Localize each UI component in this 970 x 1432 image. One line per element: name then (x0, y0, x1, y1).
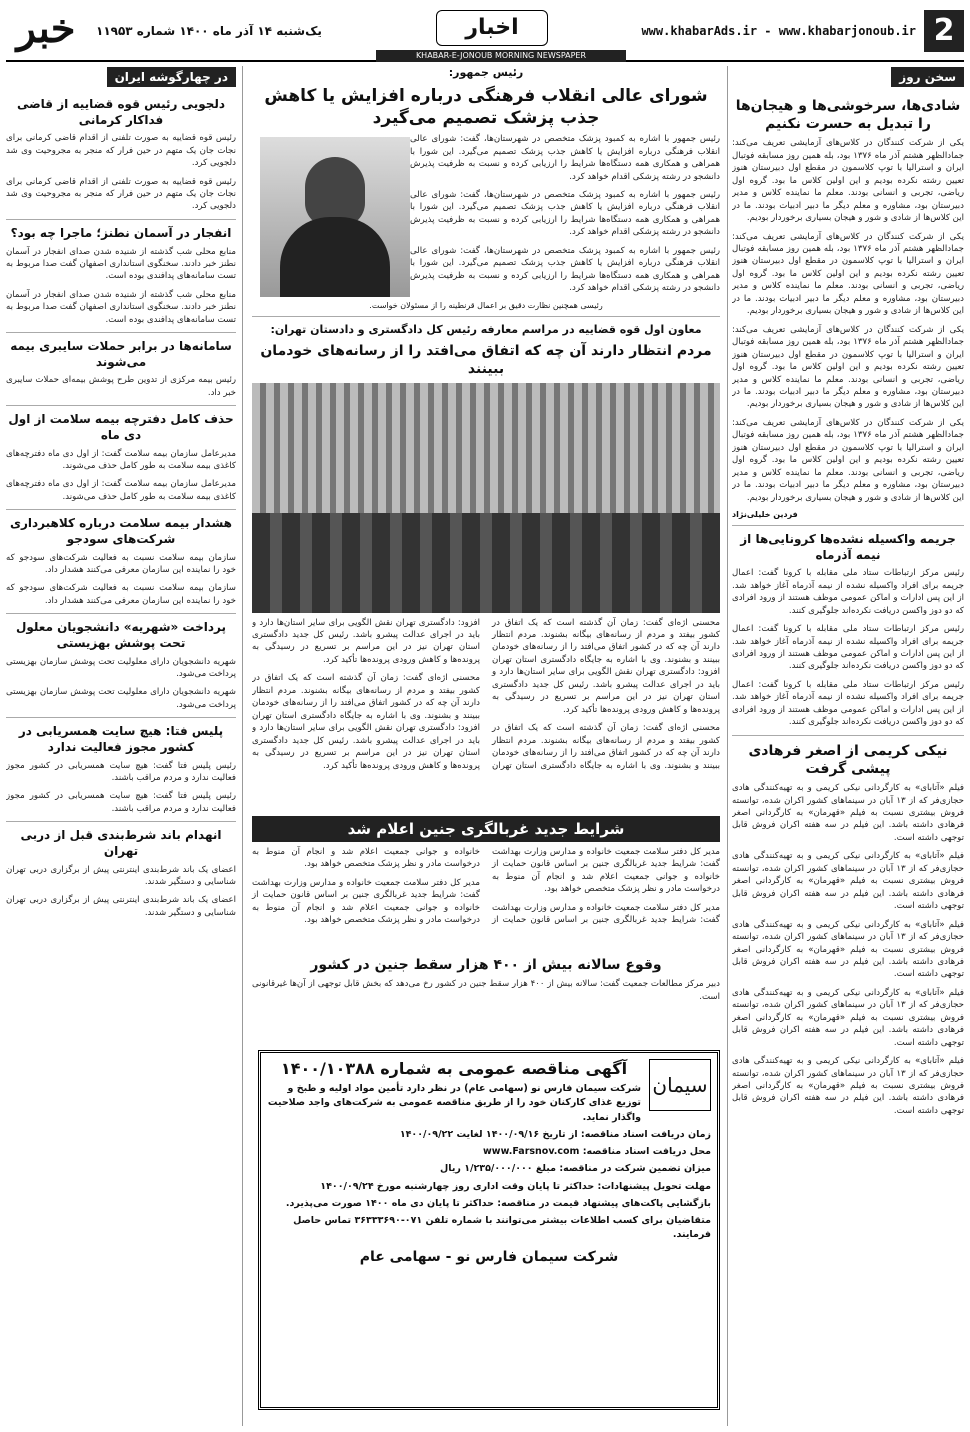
article-body: فیلم «آتابای» به کارگردانی نیکی کریمی و به تهیه‌کنندگی هادی حجازی‌فر که از ۱۳ آبان در سینماهای کشور اکران شده، توانسته فروش بیشتری نسبت به فیلم «قهرمان» به کارگردانی اصغر فرهادی داشته باشد. این فیلم در سه هفته اکران فروش قابل توجهی داشته است. (732, 1056, 964, 1116)
headline: انهدام باند شرط‌بندی قبل از دربی تهران (20, 828, 222, 858)
page-number: 2 (924, 10, 964, 52)
headline: حذف کامل دفترچه بیمه سلامت از اول دی ماه (8, 412, 234, 442)
article-body: رئیس مرکز ارتباطات ستاد ملی مقابله با کرونا گفت: اعمال جریمه برای افراد واکسیله نشده از نیمه آذرماه آغاز خواهد شد. از این پس ادارات و اماکن عمومی موظف هستند از ورود افرادی که دو دوز واکسن دریافت نکرده‌اند جلوگیری کنند. (732, 624, 964, 672)
article-body: شهریه دانشجویان دارای معلولیت تحت پوشش سازمان بهزیستی پرداخت می‌شود. (6, 656, 236, 679)
headline: پرداخت «شهریه» دانشجویان معلول تحت پوشش بهزیستی (15, 620, 227, 650)
article-body: فیلم «آتابای» به کارگردانی نیکی کریمی و به تهیه‌کنندگی هادی حجازی‌فر که از ۱۳ آبان در سینماهای کشور اکران شده، توانسته فروش بیشتری نسبت به فیلم «قهرمان» به کارگردانی اصغر فرهادی داشته باشد. این فیلم در سه هفته اکران فروش قابل توجهی داشته است. (732, 783, 964, 843)
ad-line: زمان دریافت اسناد مناقصه: از تاریخ ۱۴۰۰/۰۹/۱۶ لغایت ۱۴۰۰/۰۹/۲۲ (399, 1128, 711, 1140)
article-body: مدیرعامل سازمان بیمه سلامت گفت: از اول دی ماه دفترچه‌های کاغذی بیمه سلامت به طور کامل حذف می‌شوند. (6, 448, 236, 471)
article-body: محسنی اژه‌ای گفت: زمان آن گذشته است که یک اتفاق در کشور بیفتد و مردم از رسانه‌های بیگانه بشنوند. مردم انتظار دارند آن چه که در کشور اتفاق می‌افتد را از رسانه‌های خودمان ببینند و بشنوند. وی با اشاره به جایگاه دادگستری استان تهران افزود: دادگستری تهران نقش الگویی برای سایر استان‌ها دارد و باید در اجرای عدالت پیشرو باشد. رئیس کل جدید دادگستری استان تهران نیز در این مراسم بر تسریع در رسیدگی به پرونده‌ها و کاهش ورودی پرونده‌ها تأکید کرد. (252, 617, 720, 771)
column-divider (242, 66, 243, 1426)
byline: فردین خلیلی‌نژاد (732, 510, 798, 520)
masthead (6, 6, 964, 62)
box-label: سخن روز (891, 67, 964, 87)
article-body: اعضای یک باند شرط‌بندی اینترنتی پیش از برگزاری دربی تهران شناسایی و دستگیر شدند. (6, 864, 236, 887)
box-label: در چهارگوشه ایران (107, 67, 236, 87)
article-body: یکی از شرکت کنندگان در کلاس‌های آزمایشی تعریف می‌کند: جمادالظهر هشتم آذر ماه ۱۳۷۶ بود، بله همین روز مسابقه فوتبال ایران و استرالیا با توپ کلاسمون در مقطع اول دبیرستان هنوز تعیین رشته نکرده بودیم و این اولین کلاس ما بود. گروه اول ریاضی، تجربی و انسانی بودند. معلم ما نماینده کلاس و مدیر دبیرستان بود، مشاوره و معلم دیگر ما دبیر ادبیات بودند. ما در این کلاس‌ها از شادی و شور و هیجان بسیاری برخوردار بودیم. (732, 417, 964, 503)
article-body: یکی از شرکت کنندگان در کلاس‌های آزمایشی تعریف می‌کند: جمادالظهر هشتم آذر ماه ۱۳۷۶ بود، بله همین روز مسابقه فوتبال ایران و استرالیا با توپ کلاسمون در مقطع اول دبیرستان هنوز تعیین رشته نکرده بودیم و این اولین کلاس ما بود. گروه اول ریاضی، تجربی و انسانی بودند. معلم ما نماینده کلاس و مدیر دبیرستان بود، مشاوره و معلم دیگر ما دبیر ادبیات بودند. ما در این کلاس‌ها از شادی و شور و هیجان بسیاری برخوردار بودیم. (732, 324, 964, 410)
article-body: رئیس پلیس فتا گفت: هیچ سایت همسریابی در کشور مجوز فعالیت ندارد و مردم مراقب باشند. (6, 791, 236, 814)
article-body: مدیر کل دفتر سلامت جمعیت خانواده و مدارس وزارت بهداشت گفت: شرایط جدید غربالگری جنین بر اساس قانون حمایت از خانواده و جوانی جمعیت اعلام شد و انجام آن منوط به درخواست مادر و نظر پزشک متخصص خواهد بود. (252, 877, 480, 926)
dateline: یک‌شنبه ۱۴ آذر ماه ۱۴۰۰ شماره ۱۱۹۵۳ (96, 24, 322, 38)
ad-line: شرکت سیمان فارس نو (سهامی عام) در نظر دارد تأمین مواد اولیه و طبخ و توزیع غذای کارکنان خود را از طریق مناقصه عمومی به شرکت‌های واجد صلاحیت واگذار نماید. (267, 1083, 641, 1123)
president-photo (260, 137, 410, 297)
ad-footer: شرکت سیمان فارس نو - سهامی عام (359, 1248, 619, 1265)
headline: سامانه‌ها در برابر حملات سایبری بیمه می‌شوند (10, 339, 232, 369)
headline: شادی‌ها، سرخوشی‌ها و هیجان‌ها را تبدیل به حسرت نکنیم (735, 98, 961, 133)
article-body: شهریه دانشجویان دارای معلولیت تحت پوشش سازمان بهزیستی پرداخت می‌شود. (6, 687, 236, 710)
headline: انفجار در آسمان نطنز؛ ماجرا چه بود؟ (10, 225, 232, 240)
band-headline: شرایط جدید غربالگری جنین اعلام شد (252, 816, 720, 842)
ad-line: متقاضیان برای کسب اطلاعات بیشتر می‌توانند با شماره تلفن ۰۷۱-۳۶۳۳۳۶۹۰ تماس حاصل فرمایند. (293, 1215, 711, 1241)
article-body: رئیس قوه قضاییه به صورت تلفنی از اقدام قاضی کرمانی برای نجات جان یک متهم در حین فرار که منجر به مجروحیت وی شد دلجویی کرد. (6, 176, 236, 212)
ad-title: آگهی مناقصه عمومی به شماره ۱۴۰۰/۱۰۳۸۸ (280, 1059, 628, 1078)
column-divider (727, 66, 728, 1426)
kicker: معاون اول قوه قضاییه در مراسم معارفه رئیس کل دادگستری و دادستان تهران: (270, 323, 702, 337)
center-column (252, 66, 720, 806)
article-body: سازمان بیمه سلامت نسبت به فعالیت شرکت‌های سودجو که خود را نماینده این سازمان معرفی می‌کنند هشدار داد. (6, 583, 236, 606)
article-body: رئیس بیمه مرکزی از تدوین طرح پوشش بیمه‌ای حملات سایبری خبر داد. (6, 375, 236, 398)
article-body: فیلم «آتابای» به کارگردانی نیکی کریمی و به تهیه‌کنندگی هادی حجازی‌فر که از ۱۳ آبان در سینماهای کشور اکران شده، توانسته فروش بیشتری نسبت به فیلم «قهرمان» به کارگردانی اصغر فرهادی داشته باشد. این فیلم در سه هفته اکران فروش قابل توجهی داشته است. (732, 987, 964, 1048)
headline: مردم انتظار دارند آن چه که اتفاق می‌افتد را از رسانه‌های خودمان ببینند (260, 343, 712, 378)
article-body: یکی از شرکت کنندگان در کلاس‌های آزمایشی تعریف می‌کند: جمادالظهر هشتم آذر ماه ۱۳۷۶ بود، بله همین روز مسابقه فوتبال ایران و استرالیا با توپ کلاسمون در مقطع اول دبیرستان هنوز تعیین رشته نکرده بودیم و این اولین کلاس ما بود. گروه اول ریاضی، تجربی و انسانی بودند. معلم ما نماینده کلاس و مدیر دبیرستان بود، مشاوره و معلم دیگر ما دبیر ادبیات بودند. ما در این کلاس‌ها از شادی و شور و هیجان بسیاری برخوردار بودیم. (732, 231, 964, 317)
article-body: مدیرعامل سازمان بیمه سلامت گفت: از اول دی ماه دفترچه‌های کاغذی بیمه سلامت به طور کامل حذف می‌شوند. (6, 479, 236, 502)
article-body: مدیر کل دفتر سلامت جمعیت خانواده و مدارس وزارت بهداشت گفت: شرایط جدید غربالگری جنین بر اساس قانون حمایت از خانواده و جوانی جمعیت اعلام شد و انجام آن منوط به درخواست مادر و نظر پزشک متخصص خواهد بود. (252, 847, 720, 926)
article-body: منابع محلی شب گذشته از شنیده شدن صدای انفجار در آسمان نطنز خبر دادند. سخنگوی استانداری اصفهان گفت صدا مربوط به تست سامانه‌های پدافندی بوده است. (6, 289, 236, 325)
article-body: دبیر مرکز مطالعات جمعیت گفت: سالانه بیش از ۴۰۰ هزار سقط جنین در کشور رخ می‌دهد که بخش قابل توجهی از آن‌ها غیرقانونی است. (252, 979, 720, 1002)
article-body: فیلم «آتابای» به کارگردانی نیکی کریمی و به تهیه‌کنندگی هادی حجازی‌فر که از ۱۳ آبان در سینماهای کشور اکران شده، توانسته فروش بیشتری نسبت به فیلم «قهرمان» به کارگردانی اصغر فرهادی داشته باشد. این فیلم در سه هفته اکران فروش قابل توجهی داشته است. (732, 851, 964, 912)
right-column (732, 66, 964, 1426)
left-column (6, 66, 236, 1426)
article-body: رئیس مرکز ارتباطات ستاد ملی مقابله با کرونا گفت: اعمال جریمه برای افراد واکسیله نشده از نیمه آذرماه آغاز خواهد شد. از این پس ادارات و اماکن عمومی موظف هستند از ورود افرادی که دو دوز واکسن دریافت نکرده‌اند جلوگیری کنند. (732, 568, 964, 616)
ad-line[interactable]: محل دریافت اسناد مناقصه: www.Farsnov.com (483, 1146, 711, 1157)
abortion-story (252, 950, 720, 1046)
photo-caption: رئیسی همچنین نظارت دقیق بر اعمال قرنطینه را از مسئولان خواست. (369, 301, 603, 311)
bottom-band (252, 816, 720, 930)
article-body: سازمان بیمه سلامت نسبت به فعالیت شرکت‌های سودجو که خود را نماینده این سازمان معرفی می‌کنند هشدار داد. (6, 552, 236, 575)
newspaper-logo: خبر (16, 5, 76, 52)
tender-ad (258, 1050, 720, 1410)
article-body: رئیس جمهور با اشاره به کمبود پزشک متخصص در شهرستان‌ها، گفت: شورای عالی انقلاب فرهنگی درباره افزایش یا کاهش جذب پزشک تصمیم می‌گیرد. این شورا با همراهی و همکاری همه دستگاه‌ها شرایط را ارزیابی کرده و نسبت به ظرفیت پذیرش دانشجو در رشته پزشکی اقدام خواهد کرد. (410, 245, 720, 294)
headline: وقوع سالانه بیش از ۴۰۰ هزار سقط جنین در کشور (310, 957, 662, 973)
section-title: اخبار (436, 10, 548, 46)
article-body: رئیس قوه قضاییه به صورت تلفنی از اقدام قاضی کرمانی برای نجات جان یک متهم در حین فرار که منجر به مجروحیت وی شد دلجویی کرد. (6, 133, 236, 169)
headline: هشدار بیمه سلامت درباره کلاهبرداری شرکت‌های سودجو (10, 516, 232, 546)
article-body: رئیس پلیس فتا گفت: هیچ سایت همسریابی در کشور مجوز فعالیت ندارد و مردم مراقب باشند. (6, 760, 236, 783)
headline: پلیس فتا: هیچ سایت همسریابی در کشور مجوز فعالیت ندارد (18, 724, 224, 754)
kicker: رئیس جمهور: (448, 66, 524, 79)
headline: دلجویی رئیس قوه قضاییه از قاضی فداکار کرمانی (16, 97, 226, 127)
website-url[interactable]: www.khabarAds.ir - www.khabarjonoub.ir (641, 24, 916, 38)
article-body: رئیس جمهور با اشاره به کمبود پزشک متخصص در شهرستان‌ها، گفت: شورای عالی انقلاب فرهنگی درباره افزایش یا کاهش جذب پزشک تصمیم می‌گیرد. این شورا با همراهی و همکاری همه دستگاه‌ها شرایط را ارزیابی کرده و نسبت به ظرفیت پذیرش دانشجو در رشته پزشکی اقدام خواهد کرد. (410, 134, 720, 182)
english-bar: KHABAR-E-JONOUB MORNING NEWSPAPER (376, 50, 626, 62)
article-body: محسنی اژه‌ای گفت: زمان آن گذشته است که یک اتفاق در کشور بیفتد و مردم از رسانه‌های بیگانه بشنوند. مردم انتظار دارند آن چه که در کشور اتفاق می‌افتد را از رسانه‌های خودمان ببینند و بشنوند. وی با اشاره به جایگاه دادگستری استان تهران افزود: دادگستری تهران نقش الگویی برای سایر استان‌ها دارد و باید در اجرای عدالت پیشرو باشد. رئیس کل جدید دادگستری استان تهران نیز در این مراسم بر تسریع در رسیدگی به پرونده‌ها و کاهش ورودی پرونده‌ها تأکید کرد. (252, 673, 480, 771)
company-logo: سیمان (649, 1059, 711, 1111)
article-body: منابع محلی شب گذشته از شنیده شدن صدای انفجار در آسمان نطنز خبر دادند. سخنگوی استانداری اصفهان گفت صدا مربوط به تست سامانه‌های پدافندی بوده است. (6, 246, 236, 282)
article-body: فیلم «آتابای» به کارگردانی نیکی کریمی و به تهیه‌کنندگی هادی حجازی‌فر که از ۱۳ آبان در سینماهای کشور اکران شده، توانسته فروش بیشتری نسبت به فیلم «قهرمان» به کارگردانی اصغر فرهادی داشته باشد. این فیلم در سه هفته اکران فروش قابل توجهی داشته است. (732, 919, 964, 980)
article-body: مدیر کل دفتر سلامت جمعیت خانواده و مدارس وزارت بهداشت گفت: شرایط جدید غربالگری جنین بر اساس قانون حمایت از خانواده و جوانی جمعیت اعلام شد و انجام آن منوط به درخواست مادر و نظر پزشک متخصص خواهد بود. (492, 847, 720, 895)
ad-line: مهلت تحویل پیشنهادات: حداکثر تا پایان وقت اداری روز چهارشنبه مورخ ۱۴۰۰/۰۹/۲۴ (320, 1180, 711, 1192)
ad-line: بازگشایی پاکت‌های پیشنهاد قیمت در مناقصه: حداکثر تا پایان دی ماه ۱۴۰۰ صورت می‌پذیرد. (285, 1197, 711, 1209)
headline: جریمه واکسیله نشده‌ها کرونایی‌ها از نیمه آذرماه (740, 532, 956, 562)
lead-headline: شورای عالی انقلاب فرهنگی درباره افزایش یا کاهش جذب پزشک تصمیم می‌گیرد (264, 86, 708, 129)
headline: نیکی کریمی از اصغر فرهادی پیشی گرفت (748, 742, 948, 777)
article-body: محسنی اژه‌ای گفت: زمان آن گذشته است که یک اتفاق در کشور بیفتد و مردم از رسانه‌های بیگانه بشنوند. مردم انتظار دارند آن چه که در کشور اتفاق می‌افتد را از رسانه‌های خودمان ببینند و بشنوند. وی با اشاره به جایگاه دادگستری استان تهران افزود: دادگستری تهران نقش الگویی برای سایر استان‌ها دارد و باید در اجرای عدالت پیشرو باشد. رئیس کل جدید دادگستری استان تهران نیز در این مراسم بر تسریع در رسیدگی به پرونده‌ها و کاهش ورودی پرونده‌ها تأکید کرد. (492, 617, 720, 715)
ad-line: میزان تضمین شرکت در مناقصه: مبلغ ۱/۲۳۵/۰۰۰/۰۰۰ ریال (440, 1163, 711, 1175)
article-body: یکی از شرکت کنندگان در کلاس‌های آزمایشی تعریف می‌کند: جمادالظهر هشتم آذر ماه ۱۳۷۶ بود، بله همین روز مسابقه فوتبال ایران و استرالیا با توپ کلاسمون در مقطع اول دبیرستان هنوز تعیین رشته نکرده بودیم و این اولین کلاس ما بود. گروه اول ریاضی، تجربی و انسانی بودند. معلم ما نماینده کلاس و مدیر دبیرستان بود، مشاوره و معلم دیگر ما دبیر ادبیات بودند. ما در این کلاس‌ها از شادی و شور و هیجان بسیاری برخوردار بودیم. (732, 138, 964, 224)
ceremony-photo (252, 383, 720, 613)
article-body: اعضای یک باند شرط‌بندی اینترنتی پیش از برگزاری دربی تهران شناسایی و دستگیر شدند. (6, 895, 236, 918)
article-body: رئیس جمهور با اشاره به کمبود پزشک متخصص در شهرستان‌ها، گفت: شورای عالی انقلاب فرهنگی درباره افزایش یا کاهش جذب پزشک تصمیم می‌گیرد. این شورا با همراهی و همکاری همه دستگاه‌ها شرایط را ارزیابی کرده و نسبت به ظرفیت پذیرش دانشجو در رشته پزشکی اقدام خواهد کرد. (410, 190, 720, 238)
article-body: رئیس مرکز ارتباطات ستاد ملی مقابله با کرونا گفت: اعمال جریمه برای افراد واکسیله نشده از نیمه آذرماه آغاز خواهد شد. از این پس ادارات و اماکن عمومی موظف هستند از ورود افرادی که دو دوز واکسن دریافت نکرده‌اند جلوگیری کنند. (732, 679, 964, 728)
